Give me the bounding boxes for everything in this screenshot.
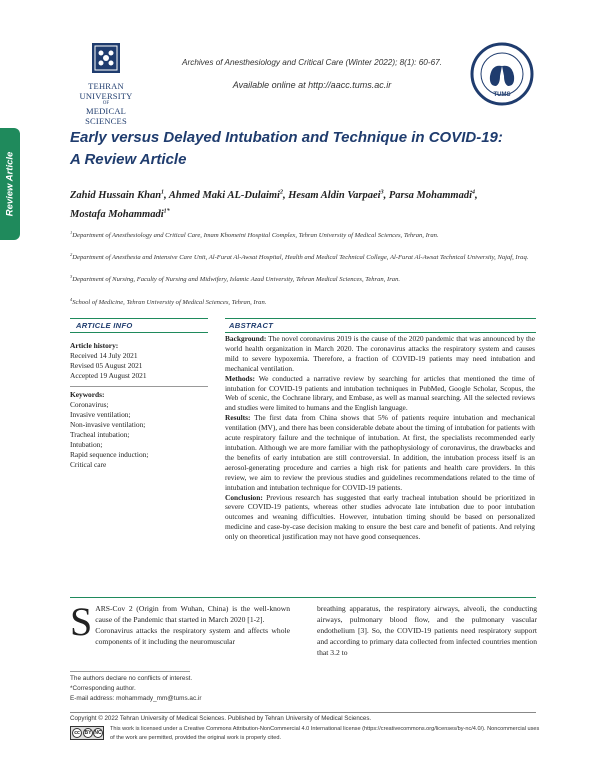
journal-logo-label: TUMS	[493, 92, 511, 98]
abstract-top-rule	[225, 318, 536, 319]
university-emblem-icon	[91, 42, 121, 74]
author: Mostafa Mohammadi$^{1*}$	[70, 208, 170, 220]
university-logo	[66, 42, 146, 126]
keyword: Critical care	[70, 460, 107, 469]
author: Zahid Hussain Khan$^1$,	[70, 189, 169, 201]
title-line-1: Early versus Delayed Intubation and Technique in COVID-19:	[70, 129, 503, 146]
body-column-right	[317, 604, 537, 659]
cc-nc-icon: NC	[94, 730, 102, 736]
revised-date: Revised 05 August 2021	[70, 361, 143, 370]
affiliation: $^1$Department of Anesthesiology and Critical Care, Imam Khomeini Hospital Complex, Tehran University of Medical Sciences, Tehran, Iran.	[70, 230, 439, 240]
journal-website: Available online at http://aacc.tums.ac.ir	[232, 80, 392, 90]
drop-cap: S	[70, 599, 93, 644]
article-info-bottom-rule	[70, 332, 208, 333]
abstract-results: Results: The first data from China shows that 5% of patients require intubation and mechanical ventilation (MV), and there has been considerable debate about the timing of intubation for patients with acute respiratory failure and the technique of intubation. At first, the specialists recommended early intubation. Although we are more familiar with the pathophysiology of coronavirus, the drawbacks and the benefits of early intubation are still controversial. In addition, the intubation process itself is an aerosol-generating procedure and carries a high risk for patients and health care providers. In this review, we aim to review the previous studies and guidelines recommendations related to the time of intubation and intubation technique for COVID-19 patients.	[225, 413, 535, 492]
abstract-background: Background: The novel coronavirus 2019 is the cause of the 2020 pandemic that was announced by the world health organization in March 2020. The coronavirus attacks the respiratory system and causes mild to severe hypoxemia. Therefore, a fraction of COVID-19 patients may need intubation and mechanical ventilation.	[225, 334, 535, 373]
article-type-label: Review Article	[4, 151, 16, 217]
keywords-label: Keywords:	[70, 390, 105, 399]
received-date: Received 14 July 2021	[70, 351, 138, 360]
author: Ahmed Maki AL-Dulaimi$^2$,	[168, 189, 289, 201]
footnotes	[70, 674, 290, 704]
intro-paragraph-1: ARS-Cov 2 (Origin from Wuhan, China) is the well-known cause of the Pandemic that started in March 2020 [1-2].	[95, 604, 290, 624]
keyword: Tracheal intubation;	[70, 430, 130, 439]
affiliation: $^2$Department of Anesthesia and Intensive Care Unit, Al-Furat Al-Awsat Hospital, Health and Medical Technical College, Al-Furat Al-Awsat Technical University, Najaf, Iraq.	[70, 252, 529, 262]
author-list	[70, 184, 550, 223]
article-info-top-rule	[70, 318, 208, 319]
corresponding-note: *Corresponding author.	[70, 685, 136, 692]
cc-icon: cc	[72, 728, 82, 738]
journal-logo-icon	[470, 42, 534, 110]
affiliation: $^4$School of Medicine, Tehran University of Medical Sciences, Tehran, Iran.	[70, 296, 267, 306]
footnote-rule	[70, 671, 190, 672]
affiliation: $^3$Department of Nursing, Faculty of Nursing and Midwifery, Islamic Azad University, Tehran Medical Sciences, Tehran, Iran.	[70, 274, 401, 284]
abstract-heading: ABSTRACT	[229, 321, 274, 330]
keyword: Coronavirus;	[70, 400, 109, 409]
author: Parsa Mohammadi$^4$,	[388, 189, 478, 201]
article-info-heading: ARTICLE INFO	[76, 321, 133, 330]
history-label: Article history:	[70, 341, 119, 350]
copyright-line: Copyright © 2022 Tehran University of Medical Sciences. Published by Tehran University of Medical Sciences.	[70, 715, 372, 722]
university-name-line2: MEDICAL SCIENCES	[85, 106, 127, 126]
article-type-tab	[0, 128, 20, 240]
university-name-of: OF	[102, 101, 110, 106]
email-note: E-mail address: mohammady_mm@tums.ac.ir	[70, 695, 202, 702]
cc-by-icon: BY	[84, 730, 92, 736]
accepted-date: Accepted 19 August 2021	[70, 371, 147, 380]
conflict-note: The authors declare no conflicts of interest.	[70, 675, 193, 682]
journal-header	[66, 42, 532, 126]
article-title	[70, 127, 550, 171]
license-text: This work is licensed under a Creative Commons Attribution-NonCommercial 4.0 International license (https://creativecommons.org/licenses/by-nc/4.0/). Noncommercial uses of the work are permitted, provided the original work is properly cited.	[110, 726, 540, 741]
creative-commons-badge	[70, 726, 104, 740]
title-line-2: A Review Article	[70, 151, 187, 168]
keyword: Rapid sequence induction;	[70, 450, 149, 459]
footer-rule	[70, 712, 536, 713]
keyword: Non-invasive ventilation;	[70, 420, 146, 429]
affiliations	[70, 227, 550, 316]
info-divider	[70, 386, 208, 387]
keyword: Invasive ventilation;	[70, 410, 131, 419]
body-column-left	[70, 599, 290, 648]
keyword: Intubation;	[70, 440, 103, 449]
abstract-conclusion: Conclusion: Previous research has suggested that early tracheal intubation should be prioritized in severe COVID-19 patients, whereas other studies advocate late intubation due to poor intubation outcomes and weaning difficulties. However, intubation timing should be based on personalized medicine and case-by-case decision making to ensure the best care and benefit of patients. And relying only on theoretical justification may not have good consequences.	[225, 492, 535, 542]
journal-citation: Archives of Anesthesiology and Critical Care (Winter 2022); 8(1): 60-67.	[182, 58, 442, 67]
intro-paragraph-2: Coronavirus attacks the respiratory system and affects whole components of it including the neuromuscular	[95, 625, 290, 646]
author: Hesam Aldin Varpaei$^3$,	[288, 189, 389, 201]
intro-paragraph-continued: breathing apparatus, the respiratory airways, alveoli, the conducting airways, pulmonary blood flow, and the pulmonary vascular endothelium [3]. So, the COVID-19 patients need respiratory support and according to primary data collected from infected countries mention that 3.2 to	[317, 604, 537, 657]
university-name-line1: TEHRAN UNIVERSITY	[79, 81, 133, 101]
article-info	[70, 334, 208, 470]
abstract-methods: Methods: We conducted a narrative review by searching for articles that mentioned the time of intubation for COVID-19 patients and intubation techniques in PubMed, Google Scholar, Scopus, the Web of scenic, the Cochrane library, and Embase, as well as manual searching. All the selected reviews and studies were limited to humans and the English language.	[225, 373, 536, 413]
abstract-body	[225, 334, 535, 542]
section-divider	[70, 597, 536, 598]
abstract-bottom-rule	[225, 332, 536, 333]
